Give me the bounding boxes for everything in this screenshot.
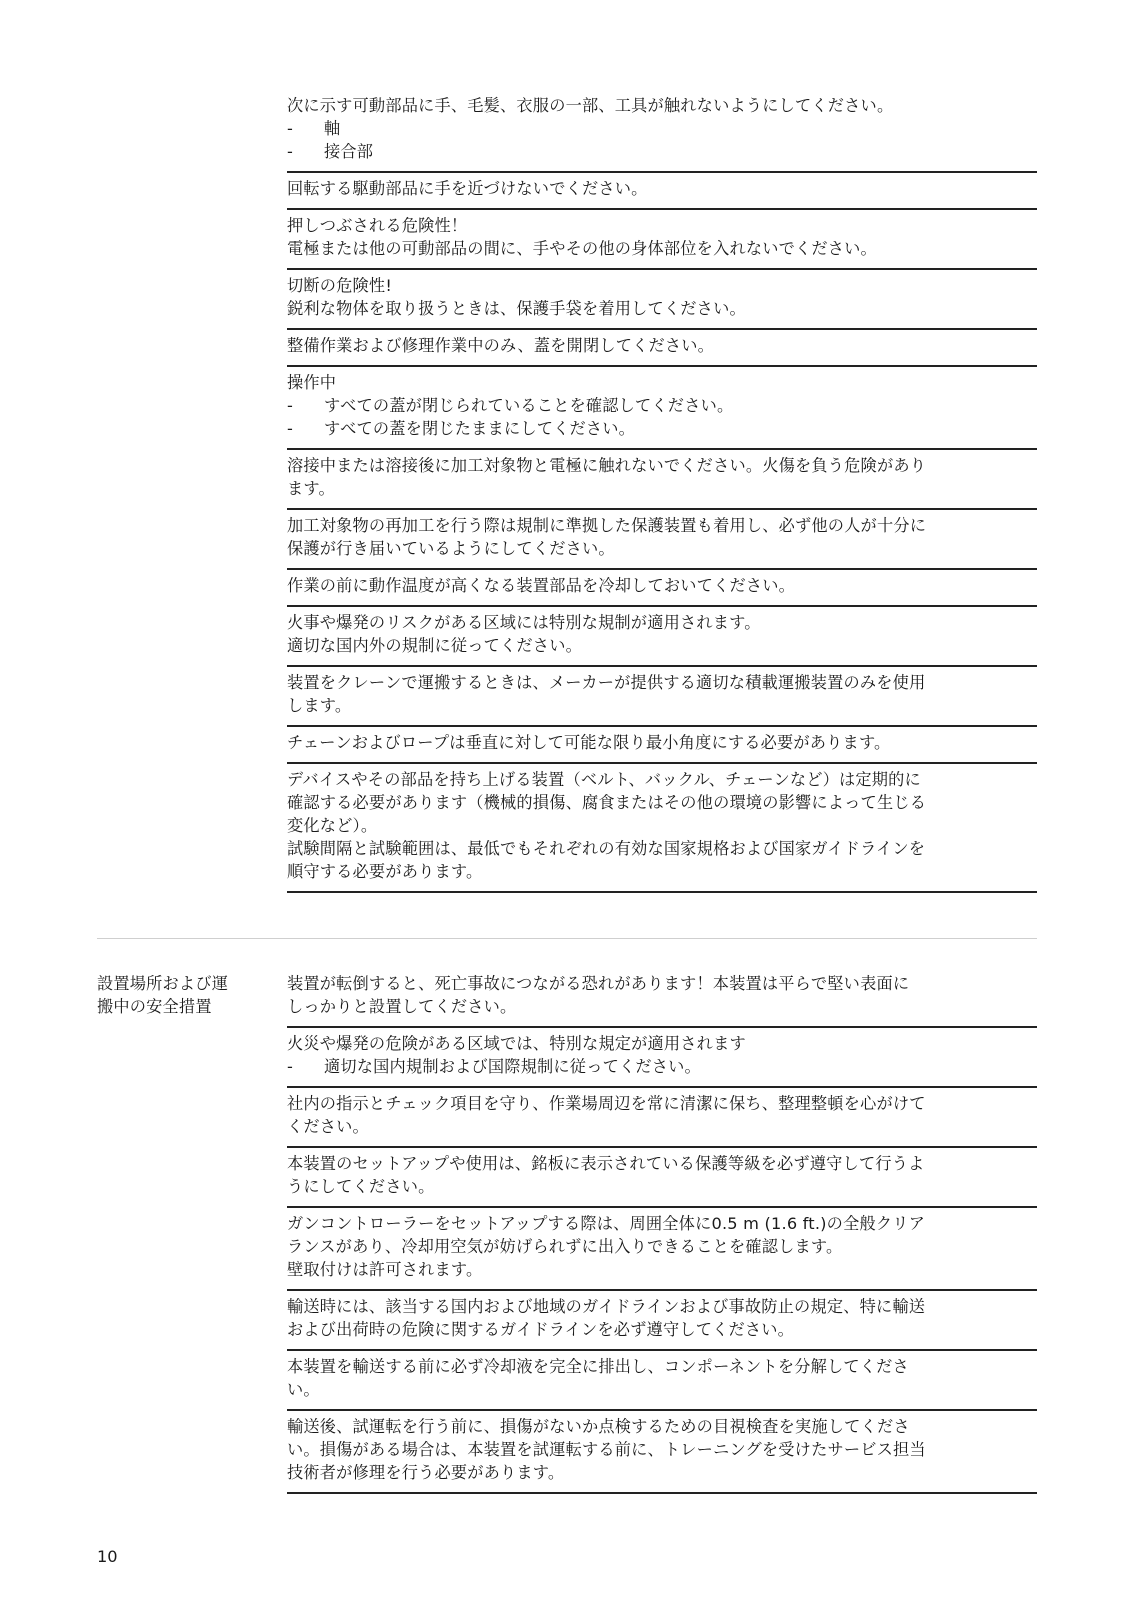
- instruction-text: および出荷時の危険に関するガイドラインを必ず遵守してください。: [287, 1320, 795, 1339]
- instruction-text: 溶接中または溶接後に加工対象物と電極に触れないでください。火傷を負う危険があり: [287, 456, 927, 475]
- instruction-text: 輸送後、試運転を行う前に、損傷がないか点検するための目視検査を実施してくださ: [287, 1417, 910, 1436]
- instruction-block: [287, 210, 1037, 270]
- instruction-text: しっかりと設置してください。: [287, 997, 517, 1016]
- list-item: [287, 140, 1037, 163]
- installation-transport-section: [287, 968, 1037, 1494]
- instruction-text: 試験間隔と試験範囲は、最低でもそれぞれの有効な国家規格および国家ガイドラインを: [287, 839, 926, 858]
- instruction-text: 確認する必要があります（機械的損傷、腐食またはその他の環境の影響によって生じる: [287, 793, 927, 812]
- instruction-text: 装置をクレーンで運搬するときは、メーカーが提供する適切な積載運搬装置のみを使用: [287, 673, 926, 692]
- list-item: [287, 394, 1037, 417]
- instruction-text: します。: [287, 696, 352, 715]
- instruction-text: 技術者が修理を行う必要があります。: [287, 1463, 565, 1482]
- instruction-text: 装置が転倒すると、死亡事故につながる恐れがあります！本装置は平らで堅い表面に: [287, 974, 910, 993]
- section-divider: [97, 938, 1037, 939]
- list-item: [287, 417, 1037, 440]
- instruction-block: [287, 270, 1037, 330]
- instruction-text: 社内の指示とチェック項目を守り、作業場周辺を常に清潔に保ち、整理整頓を心がけて: [287, 1094, 926, 1113]
- safety-instructions-section: [287, 90, 1037, 893]
- page-number: 10: [97, 1547, 118, 1566]
- instruction-block: [287, 173, 1037, 210]
- instruction-block: [287, 667, 1037, 727]
- instruction-block: [287, 968, 1037, 1028]
- instruction-text: 壁取付けは許可されます。: [287, 1260, 483, 1279]
- instruction-text: ランスがあり、冷却用空気が妨げられずに出入りできることを確認します。: [287, 1237, 843, 1256]
- instruction-text: 加工対象物の再加工を行う際は規制に準拠した保護装置も着用し、必ず他の人が十分に: [287, 516, 927, 535]
- instruction-block: [287, 1351, 1037, 1411]
- section-heading: [97, 972, 272, 1018]
- instruction-text: 操作中: [287, 373, 337, 392]
- instruction-block: [287, 607, 1037, 667]
- instruction-text: 鋭利な物体を取り扱うときは、保護手袋を着用してください。: [287, 299, 746, 318]
- instruction-block: [287, 450, 1037, 510]
- list-item-text: 接合部: [324, 142, 374, 161]
- list-item-text: すべての蓋が閉じられていることを確認してください。: [324, 396, 734, 415]
- bullet-dash: -: [287, 419, 294, 438]
- instruction-text: 本装置のセットアップや使用は、銘板に表示されている保護等級を必ず遵守して行うよ: [287, 1154, 925, 1173]
- instruction-text: 保護が行き届いているようにしてください。: [287, 539, 615, 558]
- instruction-text: 順守する必要があります。: [287, 862, 483, 881]
- instruction-text: 次に示す可動部品に手、毛髪、衣服の一部、工具が触れないようにしてください。: [287, 96, 894, 115]
- instruction-text: ください。: [287, 1117, 369, 1136]
- instruction-block: [287, 330, 1037, 367]
- bullet-dash: -: [287, 142, 294, 161]
- instruction-block: [287, 90, 1037, 173]
- instruction-text: ガンコントローラーをセットアップする際は、周囲全体に0.5 m (1.6 ft.)の全般クリア: [287, 1214, 926, 1233]
- section-heading-line: 搬中の安全措置: [97, 997, 212, 1016]
- instruction-block: [287, 764, 1037, 893]
- instruction-text: 輸送時には、該当する国内および地域のガイドラインおよび事故防止の規定、特に輸送: [287, 1297, 926, 1316]
- instruction-block: [287, 1148, 1037, 1208]
- instruction-text: 本装置を輸送する前に必ず冷却液を完全に排出し、コンポーネントを分解してくださ: [287, 1357, 909, 1376]
- instruction-block: [287, 1208, 1037, 1291]
- instruction-text: 変化など）。: [287, 816, 378, 835]
- instruction-text: い。: [287, 1380, 320, 1399]
- instruction-text: 回転する駆動部品に手を近づけないでください。: [287, 179, 648, 198]
- instruction-text: うにしてください。: [287, 1177, 435, 1196]
- bullet-dash: -: [287, 396, 294, 415]
- instruction-text: 電極または他の可動部品の間に、手やその他の身体部位を入れないでください。: [287, 239, 877, 258]
- instruction-text: 整備作業および修理作業中のみ、蓋を開閉してください。: [287, 336, 715, 355]
- list-item-text: 軸: [324, 119, 341, 138]
- instruction-block: [287, 510, 1037, 570]
- list-item-text: 適切な国内規制および国際規制に従ってください。: [324, 1057, 701, 1076]
- instruction-text: 火事や爆発のリスクがある区域には特別な規制が適用されます。: [287, 613, 761, 632]
- instruction-text: 適切な国内外の規制に従ってください。: [287, 636, 582, 655]
- instruction-text: 押しつぶされる危険性！: [287, 216, 468, 235]
- instruction-text: 切断の危険性!: [287, 276, 393, 295]
- instruction-block: [287, 1411, 1037, 1494]
- section-heading-line: 設置場所および運: [97, 974, 229, 993]
- list-item: [287, 117, 1037, 140]
- instruction-block: [287, 1088, 1037, 1148]
- instruction-block: [287, 367, 1037, 450]
- list-item-text: すべての蓋を閉じたままにしてください。: [324, 419, 636, 438]
- instruction-text: ます。: [287, 479, 335, 498]
- instruction-text: 火災や爆発の危険がある区域では、特別な規定が適用されます: [287, 1034, 746, 1053]
- instruction-text: デバイスやその部品を持ち上げる装置（ベルト、バックル、チェーンなど）は定期的に: [287, 770, 921, 789]
- bullet-dash: -: [287, 119, 294, 138]
- instruction-text: 作業の前に動作温度が高くなる装置部品を冷却しておいてください。: [287, 576, 796, 595]
- bullet-dash: -: [287, 1057, 294, 1076]
- instruction-block: [287, 1028, 1037, 1088]
- instruction-block: [287, 727, 1037, 764]
- instruction-block: [287, 1291, 1037, 1351]
- list-item: [287, 1055, 1037, 1078]
- instruction-block: [287, 570, 1037, 607]
- instruction-text: チェーンおよびロープは垂直に対して可能な限り最小角度にする必要があります。: [287, 733, 891, 752]
- instruction-text: い。損傷がある場合は、本装置を試運転する前に、トレーニングを受けたサービス担当: [287, 1440, 926, 1459]
